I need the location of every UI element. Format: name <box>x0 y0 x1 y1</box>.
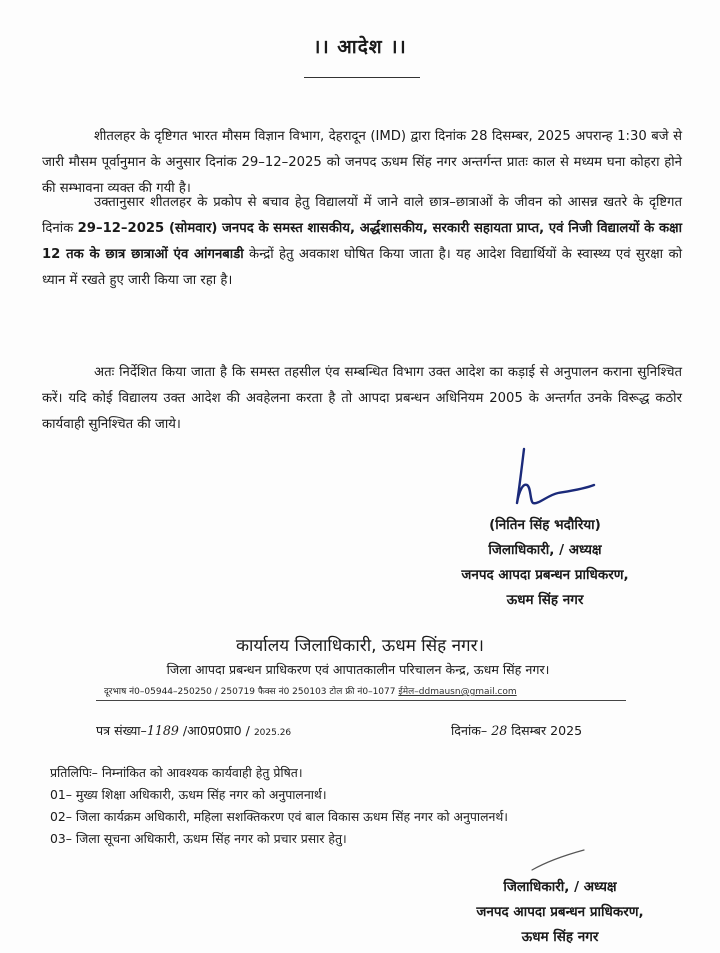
signatory-name: (नितिन सिंह भदौरिया) <box>489 517 601 533</box>
letter-date <box>451 722 582 739</box>
letter-number-label: पत्र संख्या– <box>96 723 147 738</box>
office-heading: कार्यालय जिलाधिकारी, ऊधम सिंह नगर। <box>235 636 485 656</box>
paragraph-2-bold-text: 29–12–2025 (सोमवार) जनपद के समस्त शासकीय, अर्द्धशासकीय, सरकारी सहायता प्राप्त, एवं निजी विद्यालयों के कक्षा 12 तक के छात्र छात्राओं एंव आंगनबाडी <box>42 221 682 262</box>
letter-number-suffix: /आ0प्र0प्रा0 / <box>178 723 250 738</box>
signature-icon <box>486 445 616 515</box>
order-heading: ।। आदेश ।। <box>313 36 407 58</box>
list-item: 03– जिला सूचना अधिकारी, ऊधम सिंह नगर को प्रचार प्रसार हेतु। <box>50 831 347 846</box>
paragraph-2-text-b: केन्द्रों हेतु अवकाश घोषित किया जाता है। यह आदेश विद्यार्थियों के स्वास्थ्य एवं सुरक्षा को ध्यान में रखते हुए जारी किया जा रहा है। <box>42 247 682 288</box>
initials-icon <box>528 848 588 872</box>
letter-number <box>96 722 291 739</box>
signatory2-place: ऊधम सिंह नगर <box>521 929 599 945</box>
letter-date-day: 28 <box>491 723 508 738</box>
letter-number-value: 1189 <box>146 723 179 738</box>
paragraph-2-text-a: उक्तानुसार शीतलहर के प्रकोप से बचाव हेतु विद्यालयों में जाने वाले छात्र–छात्राओं के जीवन को आसन्न खतरे के दृष्टिगत दिनांक <box>42 195 682 236</box>
signatory2-authority: जनपद आपदा प्रबन्धन प्राधिकरण, <box>476 904 644 920</box>
office-subheading: जिला आपदा प्रबन्धन प्राधिकरण एवं आपातकालीन परिचालन केन्द्र, ऊधम सिंह नगर। <box>166 662 550 677</box>
office-divider <box>96 700 626 701</box>
list-item: 01– मुख्य शिक्षा अधिकारी, ऊधम सिंह नगर को अनुपालनार्थ। <box>50 787 327 802</box>
letter-year: 2025.26 <box>253 728 292 738</box>
copy-signature-block <box>425 875 695 950</box>
office-email: ईमेल–ddmausn@gmail.com <box>398 687 517 697</box>
letter-date-rest: दिसम्बर 2025 <box>507 723 583 738</box>
contact-numbers: दूरभाष नं0–05944–250250 / 250719 फैक्स नं0 250103 टोल फ्री नं0–1077 <box>104 687 396 697</box>
order-paragraph-3: अतः निर्देशित किया जाता है कि समस्त तहसील एंव सम्बन्धित विभाग उक्त आदेश का कड़ाई से अनुपालन कराना सुनिश्चित करें। यदि कोई विद्यालय उक्त आदेश की अवहेलना करता है तो आपदा प्रबन्धन अधिनियम 2005 के अन्तर्गत उनके विरूद्ध कठोर कार्यवाही सुनिश्चित की जाये। <box>42 365 682 432</box>
signature-block <box>405 513 685 613</box>
office-contact <box>104 684 517 697</box>
signatory-authority: जनपद आपदा प्रबन्धन प्राधिकरण, <box>461 567 629 583</box>
copy-list <box>50 762 508 850</box>
letter-date-label: दिनांक– <box>451 723 488 738</box>
order-paragraph-1: शीतलहर के दृष्टिगत भारत मौसम विज्ञान विभाग, देहरादून (IMD) द्वारा दिनांक 28 दिसम्बर, 2025 अपरान्ह 1:30 बजे से जारी मौसम पूर्वानुमान के अनुसार दिनांक 29–12–2025 को जनपद ऊधम सिंह नगर अन्तर्गन्त प्रातः काल से मध्यम घना कोहरा होने की सम्भावना व्यक्त की गयी है। <box>42 129 682 196</box>
signatory2-designation: जिलाधिकारी, / अध्यक्ष <box>503 879 617 895</box>
list-item: 02– जिला कार्यक्रम अधिकारी, महिला सशक्तिकरण एवं बाल विकास ऊधम सिंह नगर को अनुपालनर्थ। <box>50 809 508 824</box>
heading-underline <box>304 77 420 78</box>
copy-intro: प्रतिलिपिः– निम्नांकित को आवश्यक कार्यवाही हेतु प्रेषित। <box>50 765 303 780</box>
signatory-designation: जिलाधिकारी, / अध्यक्ष <box>488 542 602 558</box>
order-paragraph-2 <box>42 190 682 294</box>
signatory-place: ऊधम सिंह नगर <box>506 592 584 608</box>
